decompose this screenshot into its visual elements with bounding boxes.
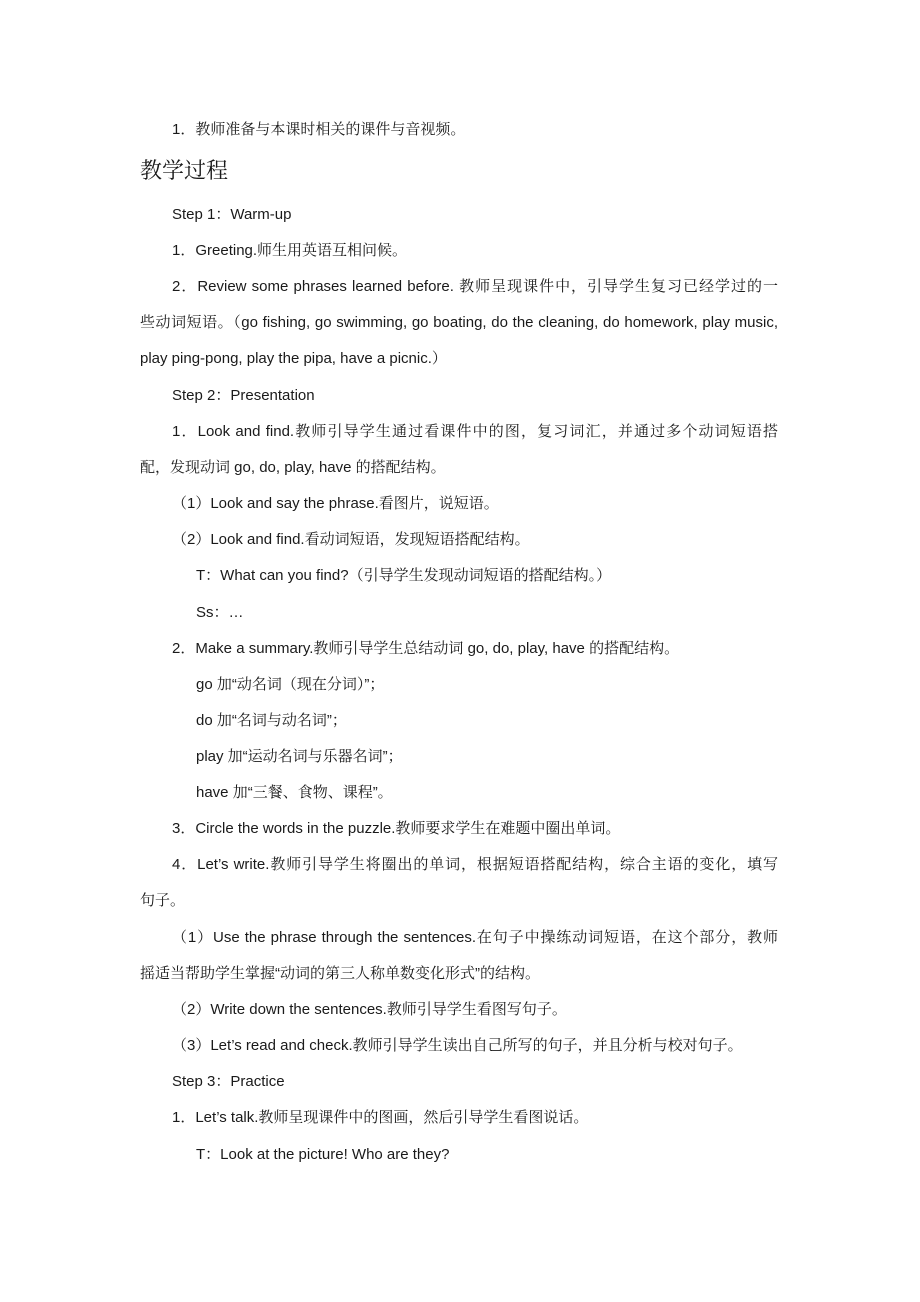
step-2-item-4-sub-1-line-1: （1）Use the phrase through the sentences.在句子中操练动词短语，在这个部分，教师 bbox=[172, 929, 778, 946]
step-2-item-4-sub-1-line-2: 摇适当帮助学生掌握“动词的第三人称单数变化形式”的结构。 bbox=[140, 965, 540, 982]
step-2-item-4-sub-3: （3）Let’s read and check.教师引导学生读出自己所写的句子，并且分析与校对句子。 bbox=[172, 1037, 743, 1054]
teacher-question-line: T：Look at the picture! Who are they? bbox=[196, 1146, 450, 1163]
summary-have: have 加“三餐、食物、课程”。 bbox=[196, 784, 393, 801]
step-2-sub-item-2: （2）Look and find.看动词短语，发现短语搭配结构。 bbox=[172, 531, 530, 548]
summary-play: play 加“运动名词与乐器名词”； bbox=[196, 748, 403, 765]
summary-go: go 加“动名词（现在分词）”； bbox=[196, 676, 385, 693]
step-1-item-2-line-2: 些动词短语。（go fishing, go swimming, go boating, do the cleaning, do homework, play music, bbox=[140, 314, 778, 331]
step-2-item-4-sub-2: （2）Write down the sentences.教师引导学生看图写句子。 bbox=[172, 1001, 567, 1018]
summary-do: do 加“名词与动名词”； bbox=[196, 712, 347, 729]
step-3-item-1: 1．Let’s talk.教师呈现课件中的图画，然后引导学生看图说话。 bbox=[172, 1109, 589, 1126]
step-3-heading: Step 3：Practice bbox=[172, 1073, 285, 1090]
step-1-heading: Step 1：Warm-up bbox=[172, 206, 292, 223]
step-2-sub-item-1: （1）Look and say the phrase.看图片，说短语。 bbox=[172, 495, 499, 512]
step-2-item-4-line-1: 4．Let’s write.教师引导学生将圈出的单词，根据短语搭配结构，综合主语的变化，填写 bbox=[172, 856, 778, 873]
students-dialogue-line: Ss：… bbox=[196, 604, 244, 621]
step-1-item-2-line-1: 2．Review some phrases learned before. 教师呈现课件中，引导学生复习已经学过的一 bbox=[172, 278, 778, 295]
prep-item-1: 1．教师准备与本课时相关的课件与音视频。 bbox=[172, 121, 466, 138]
step-1-item-2-line-3: play ping-pong, play the pipa, have a picnic.） bbox=[140, 350, 447, 367]
step-2-item-2: 2．Make a summary.教师引导学生总结动词 go, do, play, have 的搭配结构。 bbox=[172, 640, 680, 657]
step-2-item-4-line-2: 句子。 bbox=[140, 892, 186, 909]
step-2-heading: Step 2：Presentation bbox=[172, 387, 315, 404]
step-2-item-1-line-2: 配，发现动词 go, do, play, have 的搭配结构。 bbox=[140, 459, 446, 476]
step-2-item-1-line-1: 1．Look and find.教师引导学生通过看课件中的图，复习词汇，并通过多个动词短语搭 bbox=[172, 423, 778, 440]
teacher-dialogue-line: T：What can you find?（引导学生发现动词短语的搭配结构。） bbox=[196, 567, 612, 584]
section-heading-teaching-process: 教学过程 bbox=[140, 159, 229, 184]
step-1-item-1: 1．Greeting.师生用英语互相问候。 bbox=[172, 242, 408, 259]
step-2-item-3: 3．Circle the words in the puzzle.教师要求学生在难题中圈出单词。 bbox=[172, 820, 621, 837]
